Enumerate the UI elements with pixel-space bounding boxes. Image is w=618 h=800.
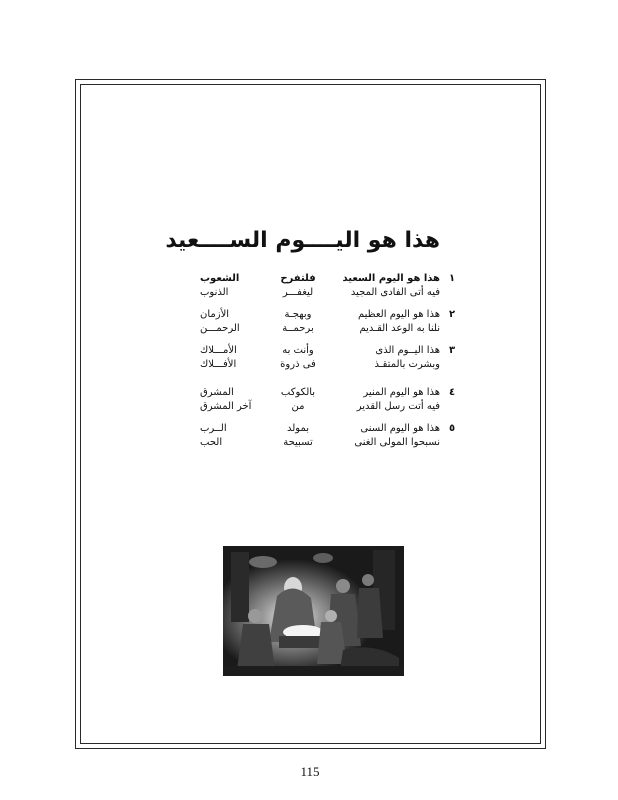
hymn-title: هذا هو اليــــوم الســــعيد (165, 228, 440, 253)
verse-number: ٥ (448, 423, 456, 434)
verse-number: ٣ (448, 345, 456, 356)
verse-line: فيه أتت رسل القدير من آخر المشرق (200, 401, 440, 412)
verse-line: فيه أتى الفادى المجيد ليغفـــر الذنوب (200, 287, 440, 298)
verse-number: ٤ (448, 387, 456, 398)
verse-4 (200, 386, 456, 414)
verse-5 (200, 422, 456, 450)
verse-line: وبشرت بالمتقـذ فى ذروة الأفـــلاك (200, 359, 440, 370)
verse-line: نلنا به الوعد القـديم برحمــة الرحمـــن (200, 323, 440, 334)
page-number: 115 (300, 764, 320, 779)
verse-number: ٢ (448, 309, 456, 320)
nativity-painting (223, 546, 404, 676)
verse-line: هذا هو اليوم السنى بمولد الــرب (200, 423, 440, 434)
verse-line: هذا هو اليوم السعيد فلتفرح الشعوب (200, 273, 440, 284)
verse-number: ١ (448, 273, 456, 284)
verse-3 (200, 344, 456, 372)
verse-line: نسبحوا المولى الغنى تسبيحة الحب (200, 437, 440, 448)
verse-line: هذا هو اليوم العظيم وبهجـة الأزمان (200, 309, 440, 320)
hymn-verses (200, 272, 456, 458)
verse-2 (200, 308, 456, 336)
verse-line: هذا هو اليوم المنير بالكوكب المشرق (200, 387, 440, 398)
verse-1 (200, 272, 456, 300)
verse-line: هذا اليــوم الذى وأنت به الأمـــلاك (200, 345, 440, 356)
